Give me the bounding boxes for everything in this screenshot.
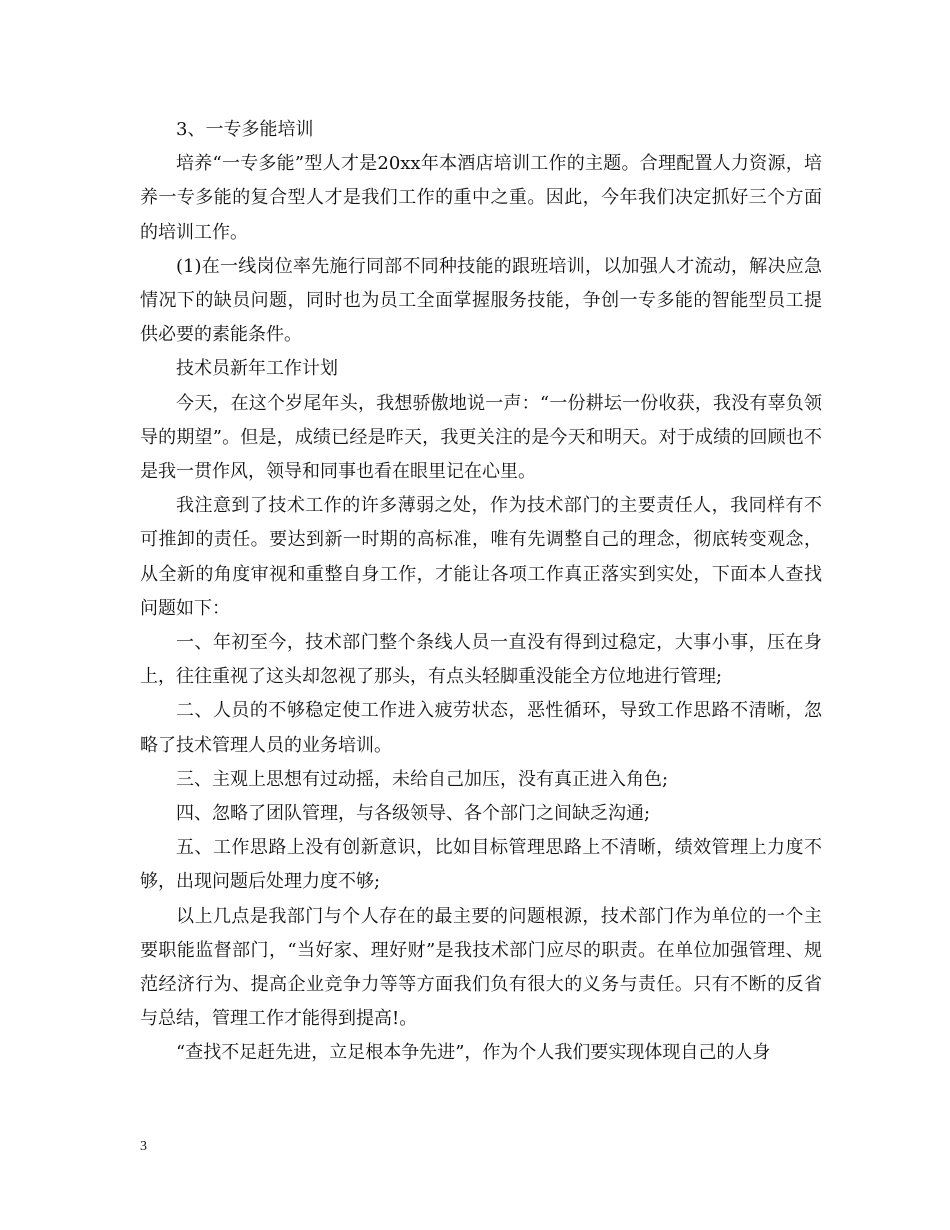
section-heading-training: 3、一专多能培训: [176, 119, 314, 140]
paragraph-problem-4: 四、忽略了团队管理，与各级领导、各个部门之间缺乏沟通;: [176, 803, 651, 825]
paragraph-problem-1: 一、年初至今，技术部门整个条线人员一直没有得到过稳定，大事小事，压在身上，往往重视了这头却忽视了那头，有点头轻脚重没能全方位地进行管理;: [140, 632, 822, 688]
paragraph-training-theme: 培养“一专多能”型人才是20xx年本酒店培训工作的主题。合理配置人力资源，培养一专多能的复合型人才是我们工作的重中之重。因此，今年我们决定抓好三个方面的培训工作。: [140, 153, 822, 243]
paragraph-closing: “查找不足赶先进，立足根本争先进”，作为个人我们要实现体现自己的人身: [176, 1042, 771, 1064]
paragraph-summary: 以上几点是我部门与个人存在的最主要的问题根源，技术部门作为单位的一个主要职能监督部门，“当好家、理好财”是我技术部门应尽的职责。在单位加强管理、规范经济行为、提高企业竞争力等等方面我们负有很大的义务与责任。只有不断的反省与总结，管理工作才能得到提高!。: [140, 905, 822, 1030]
paragraph-problem-3: 三、主观上思想有过动摇，未给自己加压，没有真正进入角色;: [176, 768, 669, 790]
page-number: 3: [140, 1139, 147, 1154]
paragraph-training-item-1: (1)在一线岗位率先施行同部不同种技能的跟班培训，以加强人才流动，解决应急情况下的缺员问题，同时也为员工全面掌握服务技能，争创一专多能的智能型员工提供必要的素能条件。: [140, 255, 822, 346]
section-heading-plan: 技术员新年工作计划: [176, 358, 338, 380]
document-body: [140, 113, 822, 1071]
paragraph-today: 今天，在这个岁尾年头，我想骄傲地说一声：“一份耕坛一份收获，我没有辜负领导的期望”。但是，成绩已经是昨天，我更关注的是今天和明天。对于成绩的回顾也不是我一贯作风，领导和同事也看在眼里记在心里。: [140, 392, 822, 483]
paragraph-problem-2: 二、人员的不够稳定使工作进入疲劳状态，恶性循环，导致工作思路不清晰，忽略了技术管理人员的业务培训。: [140, 700, 822, 756]
paragraph-weakness: 我注意到了技术工作的许多薄弱之处，作为技术部门的主要责任人，我同样有不可推卸的责任。要达到新一时期的高标准，唯有先调整自己的理念，彻底转变观念，从全新的角度审视和重整自身工作，才能让各项工作真正落实到实处，下面本人查找问题如下：: [140, 495, 822, 619]
paragraph-problem-5: 五、工作思路上没有创新意识，比如目标管理思路上不清晰，绩效管理上力度不够，出现问题后处理力度不够;: [140, 837, 822, 893]
